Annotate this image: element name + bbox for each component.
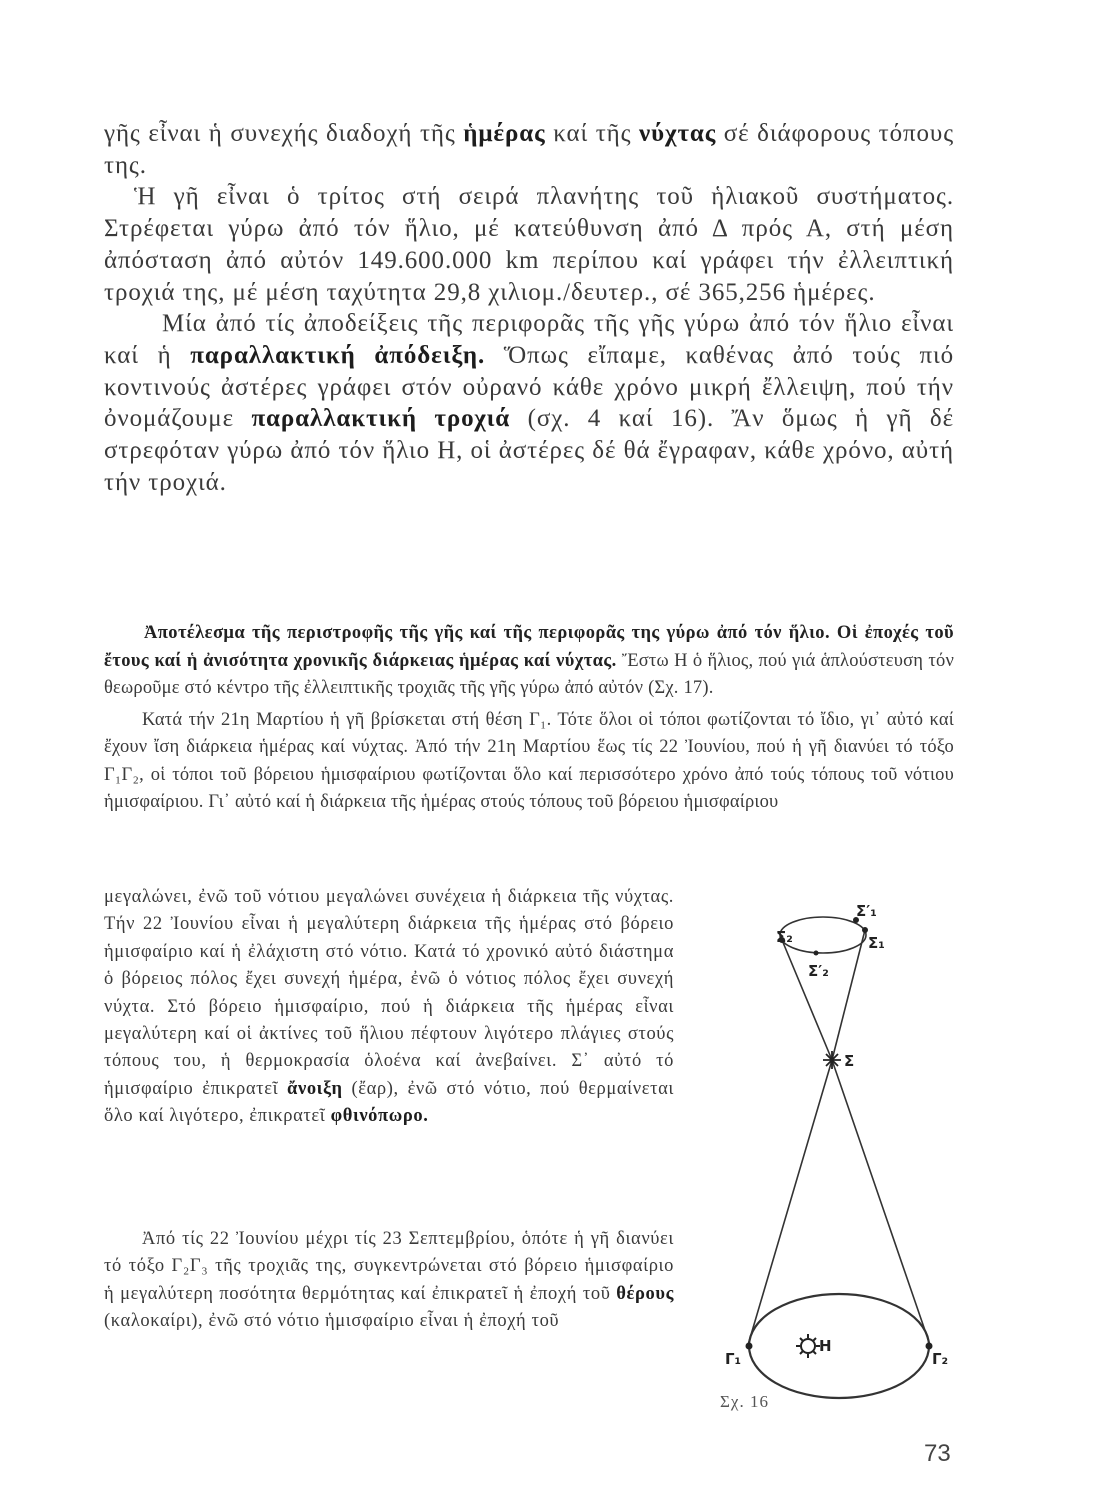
bold-term: παραλλακτική ἀπόδειξη. xyxy=(190,341,486,369)
text-run: σέ διάφορους τόπους της. xyxy=(104,120,954,179)
bold-term: παραλλακτική τροχιά xyxy=(251,405,511,433)
sun-icon xyxy=(796,1334,820,1358)
point-g2 xyxy=(926,1343,933,1350)
point-g1 xyxy=(746,1343,753,1350)
paragraph-3 xyxy=(104,308,954,498)
page-number: 73 xyxy=(924,1440,951,1467)
body-text xyxy=(104,118,954,498)
paragraph-4: Κατά τήν 21η Μαρτίου ἡ γῆ βρίσκεται στή θέση Γ₁. Τότε ὅλοι οἱ τόποι φωτίζονται τό ἴδιο, γι᾿ αὐτό καί ἔχουν ἴση διάρκεια ἡμέρας καί νύχτας. Ἀπό τήν 21η Μαρτίου ἕως τίς 22 Ἰουνίου, πού ἡ γῆ διανύει τό τόξο Γ₁Γ₂, οἱ τόποι τοῦ βόρειου ἡμισφαίριου φωτίζονται ὅλο καί περισσότερο χρόνο ἀπό τούς τόπους τοῦ νότιου ἡμισφαίριου. Γι᾿ αὐτό καί ἡ διάρκεια τῆς ἡμέρας στούς τόπους τοῦ βόρειου ἡμισφαίριου xyxy=(104,709,954,812)
label-g1: Γ₁ xyxy=(725,1350,742,1368)
label-s1: Σ₁ xyxy=(868,934,885,952)
label-s2: Σ₂ xyxy=(776,928,793,946)
parallactic-orbit xyxy=(780,917,866,953)
section-heading: Ἀποτέλεσμα τῆς περιστροφῆς τῆς γῆς καί τῆς περιφορᾶς της γύρω ἀπό τόν ἥλιο. Οἱ ἐποχές τοῦ ἔτους καί ἡ ἀνισότητα χρονικῆς διάρκειας ἡμέρας καί νύχτας. xyxy=(104,623,954,671)
bold-term: φθινόπωρο. xyxy=(330,1106,429,1127)
section-intro-text: Ἔστω Η ὁ ἥλιος, πού γιά ἁπλούστευση τόν θεωροῦμε στό κέντρο τῆς ἐλλειπτικῆς τροχιᾶς τῆς γῆς γύρω ἀπό αὐτόν (Σχ. 17). xyxy=(104,650,955,698)
point-s1 xyxy=(862,927,868,933)
point-s2-prime xyxy=(814,951,819,956)
label-g2: Γ₂ xyxy=(932,1350,949,1368)
sightline-right-lower xyxy=(832,1060,930,1345)
text-run: καί τῆς xyxy=(545,120,640,147)
bold-term: ἡμέρας xyxy=(463,120,546,147)
label-s: Σ xyxy=(844,1052,855,1070)
text-run: (καλοκαίρι), ἐνῶ στό νότιο ἡμισφαίριο εἶναι ἡ ἐποχή τοῦ xyxy=(104,1311,560,1332)
earth-orbit xyxy=(749,1294,929,1398)
text-run: γῆς εἶναι ἡ συνεχής διαδοχή τῆς xyxy=(104,120,464,147)
bold-term: ἄνοιξη xyxy=(287,1078,343,1099)
paragraph-5-text xyxy=(104,1226,674,1336)
text-run: Ἀπό τίς 22 Ἰουνίου μέχρι τίς 23 Σεπτεμβρίου, ὁπότε ἡ γῆ διανύει τό τόξο Γ₂Γ₃ τῆς τροχιᾶς της, συγκεντρώνεται στό βόρειο ἡμισφαίριο ἡ μεγαλύτερη ποσότητα θερμότητας καί ἐπικρατεῖ ἡ ἐποχή τοῦ xyxy=(104,1229,674,1304)
label-h: Η xyxy=(819,1337,832,1355)
bold-term: θέρους xyxy=(616,1283,674,1304)
paragraph-4-continued xyxy=(104,884,674,1131)
sightline-left-upper xyxy=(782,940,832,1060)
figure-caption: Σχ. 16 xyxy=(720,1392,769,1411)
bold-term: νύχτας xyxy=(639,120,717,147)
text-run: μεγαλώνει, ἐνῶ τοῦ νότιου μεγαλώνει συνέχεια ἡ διάρκεια τῆς νύχτας. Τήν 22 Ἰουνίου εἶναι ἡ μεγαλύτερη διάρκεια τῆς ἡμέρας στό βόρειο ἡμισφαίριο καί ἡ ἐλάχιστη στό νότιο. Κατά τό χρονικό αὐτό διάστημα ὁ βόρειος πόλος ἔχει συνεχή ἡμέρα, ἐνῶ ὁ νότιος πόλος ἔχει συνεχή νύχτα. Στό βόρειο ἡμισφαίριο, πού ἡ διάρκεια τῆς ἡμέρας εἶναι μεγαλύτερη καί οἱ ἀκτίνες τοῦ ἥλιου πέφτουν λιγότερο πλάγιες στούς τόπους του, ἡ θερμοκρασία ὁλοένα καί ἀνεβαίνει. Σ᾿ αὐτό τό ἡμισφαίριο ἐπικρατεῖ xyxy=(104,887,674,1099)
text-run: Μία ἀπό τίς ἀποδείξεις τῆς περιφορᾶς τῆς γῆς γύρω ἀπό τόν ἥλιο εἶναι καί ἡ xyxy=(104,310,954,369)
paragraph-2: Ἡ γῆ εἶναι ὁ τρίτος στή σειρά πλανήτης τοῦ ἡλιακοῦ συστήματος. Στρέφεται γύρω ἀπό τόν ἥλιο, μέ κατεύθυνση ἀπό Δ πρός Α, στή μέση ἀπόσταση ἀπό αὐτόν 149.600.000 km περίπου καί γράφει τήν ἐλλειπτική τροχιά της, μέ μέση ταχύτητα 29,8 χιλιομ./δευτερ., σέ 365,256 ἡμέρες. xyxy=(104,183,954,306)
label-s1-prime: Σ′₁ xyxy=(856,902,877,920)
text-run: (σχ. 4 καί 16). Ἄν ὅμως ἡ γῆ δέ στρεφόταν γύρω ἀπό τόν ἥλιο Η, οἱ ἀστέρες δέ θά ἔγραφαν, κάθε χρόνο, αὐτή τήν τροχιά. xyxy=(104,405,954,496)
paragraph-5 xyxy=(104,1226,674,1336)
text-run: (ἔαρ), ἐνῶ στό νότιο, πού θερμαίνεται ὅλο καί λιγότερο, ἐπικρατεῖ xyxy=(104,1078,674,1127)
star-icon xyxy=(823,1051,841,1069)
paragraph-1 xyxy=(104,118,954,181)
paragraph-4-cont-text xyxy=(104,884,674,1131)
label-s2-prime: Σ′₂ xyxy=(808,962,829,980)
text-run: Ὅπως εἴπαμε, καθένας ἀπό τούς πιό κοντινούς ἀστέρες γράφει στόν οὐρανό κάθε χρόνο μικρή ἔλλειψη, πού τήν ὀνομάζουμε xyxy=(104,341,955,433)
parallax-diagram xyxy=(710,890,980,1400)
section-intro xyxy=(104,620,954,817)
section-heading-paragraph xyxy=(104,620,954,703)
